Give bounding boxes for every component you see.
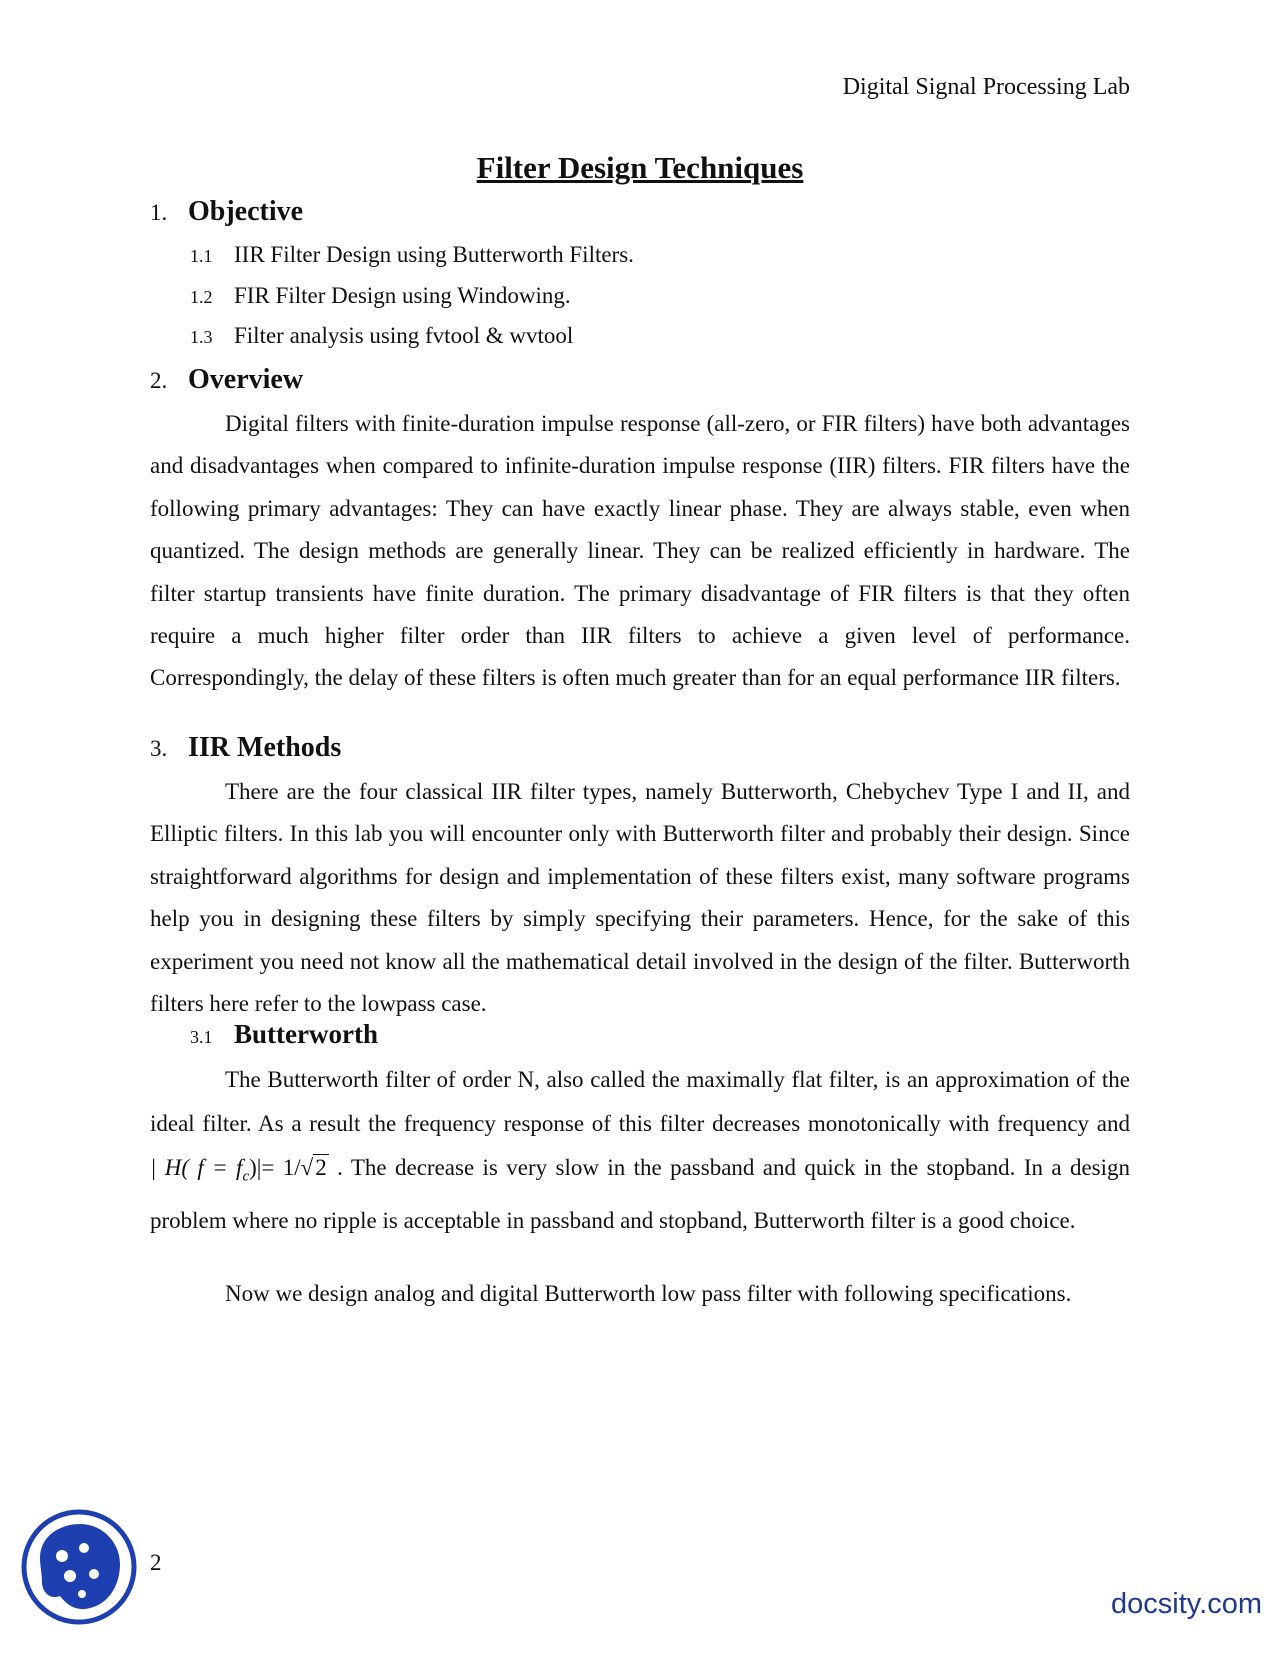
item-text: Filter analysis using fvtool & wvtool: [234, 323, 574, 348]
page-number: 2: [150, 1550, 162, 1575]
section-number: 1.: [150, 200, 168, 225]
document-title: Filter Design Techniques: [476, 150, 804, 185]
item-number: 1.3: [190, 327, 213, 347]
objective-item: [190, 323, 573, 349]
section-title: Overview: [188, 364, 304, 395]
butterworth-text-after: . The decrease is very slow in the passband and quick in the stopband. In a design problem where no ripple is acceptable in passband and stopband, Butterworth filter is a good choice.: [150, 1155, 1131, 1233]
formula-mid: )|= 1/: [249, 1155, 301, 1180]
section-number: 3.: [150, 736, 168, 761]
subsection-number: 3.1: [190, 1027, 213, 1047]
section-title: Objective: [188, 196, 304, 227]
item-text: IIR Filter Design using Butterworth Filters.: [234, 242, 634, 267]
iir-paragraph: There are the four classical IIR filter types, namely Butterworth, Chebychev Type I and II, and Elliptic filters. In this lab you will encounter only with Butterworth filter and probably their design. Since straightforward algorithms for design and implementation of these filters exist, many software programs help you in designing these filters by simply specifying their parameters. Hence, for the sake of this experiment you need not know all the mathematical detail involved in the design of the filter. Butterworth filters here refer to the lowpass case.: [150, 779, 1130, 1017]
item-text: FIR Filter Design using Windowing.: [234, 283, 571, 308]
formula-subscript: c: [242, 1168, 250, 1185]
item-number: 1.2: [190, 287, 213, 307]
docsity-logo-icon: [20, 1508, 138, 1626]
overview-paragraph: Digital filters with finite-duration impulse response (all-zero, or FIR filters) have both advantages and disadvantages when compared to infinite-duration impulse response (IIR) filters. FIR filters have the following primary advantages: They can have exactly linear phase. They are always stable, even when quantized. The design methods are generally linear. They can be realized efficiently in hardware. The filter startup transients have finite duration. The primary disadvantage of FIR filters is that they often require a much higher filter order than IIR filters to achieve a given level of performance. Correspondingly, the delay of these filters is often much greater than for an equal performance IIR filters.: [150, 411, 1130, 691]
sqrt-icon: √: [300, 1155, 314, 1180]
subsection-title: Butterworth: [234, 1019, 378, 1049]
running-header: Digital Signal Processing Lab: [842, 74, 1130, 100]
docsity-brand-link[interactable]: docsity.com: [1111, 1588, 1262, 1620]
objective-item: [190, 283, 571, 309]
section-heading-iir-methods: [150, 732, 341, 764]
butterworth-paragraph: [150, 1058, 1130, 1243]
section-heading-overview: [150, 364, 303, 396]
design-spec-paragraph: Now we design analog and digital Butterworth low pass filter with following specifications.: [225, 1281, 1072, 1306]
formula-lhs: | H( f = f: [150, 1155, 243, 1180]
butterworth-text-before: The Butterworth filter of order N, also called the maximally flat filter, is an approximation of the ideal filter. As a result the frequency response of this filter decreases monotonically with frequency and: [150, 1067, 1130, 1136]
magnitude-formula: [150, 1155, 329, 1185]
section-heading-objective: [150, 196, 303, 228]
formula-sqrt-arg: 2: [315, 1155, 327, 1180]
item-number: 1.1: [190, 246, 213, 266]
section-title: IIR Methods: [188, 732, 342, 763]
objective-item: [190, 242, 634, 268]
subsection-heading-butterworth: [190, 1019, 378, 1050]
section-number: 2.: [150, 368, 168, 393]
